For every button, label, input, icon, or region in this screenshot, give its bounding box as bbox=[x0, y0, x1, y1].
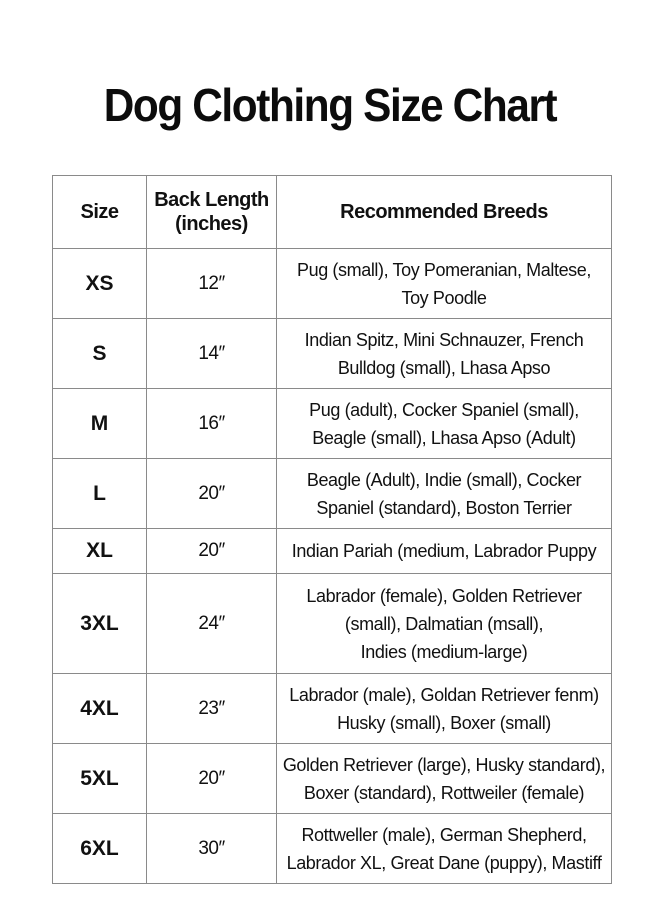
recommended-breeds-cell bbox=[277, 459, 612, 529]
back-length-cell: 12″ bbox=[147, 249, 277, 319]
back-length-cell: 20″ bbox=[147, 744, 277, 814]
breeds-line: (small), Dalmatian (msall), bbox=[344, 613, 544, 634]
recommended-breeds-cell bbox=[277, 574, 612, 674]
recommended-breeds-cell bbox=[277, 319, 612, 389]
recommended-breeds-cell bbox=[277, 529, 612, 574]
header-back-length-line1: Back Length bbox=[154, 189, 269, 211]
breeds-line: Indian Spitz, Mini Schnauzer, French bbox=[304, 329, 584, 350]
recommended-breeds-cell bbox=[277, 814, 612, 884]
table-row bbox=[53, 389, 612, 459]
table-row bbox=[53, 529, 612, 574]
recommended-breeds-cell bbox=[277, 744, 612, 814]
table-row bbox=[53, 249, 612, 319]
table-row bbox=[53, 744, 612, 814]
breeds-line: Indies (medium-large) bbox=[360, 641, 528, 662]
breeds-line: Rottweller (male), German Shepherd, bbox=[301, 824, 587, 845]
size-chart-table bbox=[52, 175, 612, 884]
back-length-cell: 23″ bbox=[147, 674, 277, 744]
recommended-breeds-cell bbox=[277, 674, 612, 744]
table-row bbox=[53, 319, 612, 389]
size-cell: L bbox=[53, 459, 147, 529]
table-row bbox=[53, 814, 612, 884]
breeds-line: Pug (small), Toy Pomeranian, Maltese, bbox=[297, 259, 591, 280]
back-length-cell: 20″ bbox=[147, 459, 277, 529]
size-cell: 5XL bbox=[53, 744, 147, 814]
back-length-cell: 20″ bbox=[147, 529, 277, 574]
breeds-line: Beagle (Adult), Indie (small), Cocker bbox=[306, 469, 582, 490]
table-row bbox=[53, 459, 612, 529]
back-length-cell: 24″ bbox=[147, 574, 277, 674]
size-cell: S bbox=[53, 319, 147, 389]
recommended-breeds-cell bbox=[277, 389, 612, 459]
table-header-row bbox=[53, 176, 612, 249]
back-length-cell: 16″ bbox=[147, 389, 277, 459]
breeds-line: Spaniel (standard), Boston Terrier bbox=[316, 497, 572, 518]
size-cell: 3XL bbox=[53, 574, 147, 674]
breeds-line: Toy Poodle bbox=[401, 287, 487, 308]
breeds-line: Husky (small), Boxer (small) bbox=[337, 712, 551, 733]
size-cell: 6XL bbox=[53, 814, 147, 884]
breeds-line: Beagle (small), Lhasa Apso (Adult) bbox=[312, 427, 576, 448]
back-length-cell: 14″ bbox=[147, 319, 277, 389]
breeds-line: Golden Retriever (large), Husky standard), bbox=[282, 754, 606, 775]
size-cell: XL bbox=[53, 529, 147, 574]
table-row bbox=[53, 574, 612, 674]
size-cell: 4XL bbox=[53, 674, 147, 744]
size-cell: XS bbox=[53, 249, 147, 319]
page-title: Dog Clothing Size Chart bbox=[103, 79, 557, 131]
breeds-line: Labrador (male), Goldan Retriever fenm) bbox=[289, 684, 599, 705]
size-cell: M bbox=[53, 389, 147, 459]
breeds-line: Labrador XL, Great Dane (puppy), Mastiff bbox=[286, 852, 602, 873]
recommended-breeds-cell bbox=[277, 249, 612, 319]
breeds-line: Indian Pariah (medium, Labrador Puppy bbox=[291, 541, 597, 561]
header-back-length-line2: (inches) bbox=[175, 213, 248, 235]
back-length-cell: 30″ bbox=[147, 814, 277, 884]
breeds-line: Bulldog (small), Lhasa Apso bbox=[337, 357, 551, 378]
header-size: Size bbox=[53, 176, 147, 249]
header-back-length bbox=[147, 176, 277, 249]
breeds-line: Labrador (female), Golden Retriever bbox=[306, 585, 582, 606]
breeds-line: Boxer (standard), Rottweiler (female) bbox=[303, 782, 585, 803]
header-recommended-breeds: Recommended Breeds bbox=[277, 176, 612, 249]
table-row bbox=[53, 674, 612, 744]
breeds-line: Pug (adult), Cocker Spaniel (small), bbox=[309, 399, 579, 420]
